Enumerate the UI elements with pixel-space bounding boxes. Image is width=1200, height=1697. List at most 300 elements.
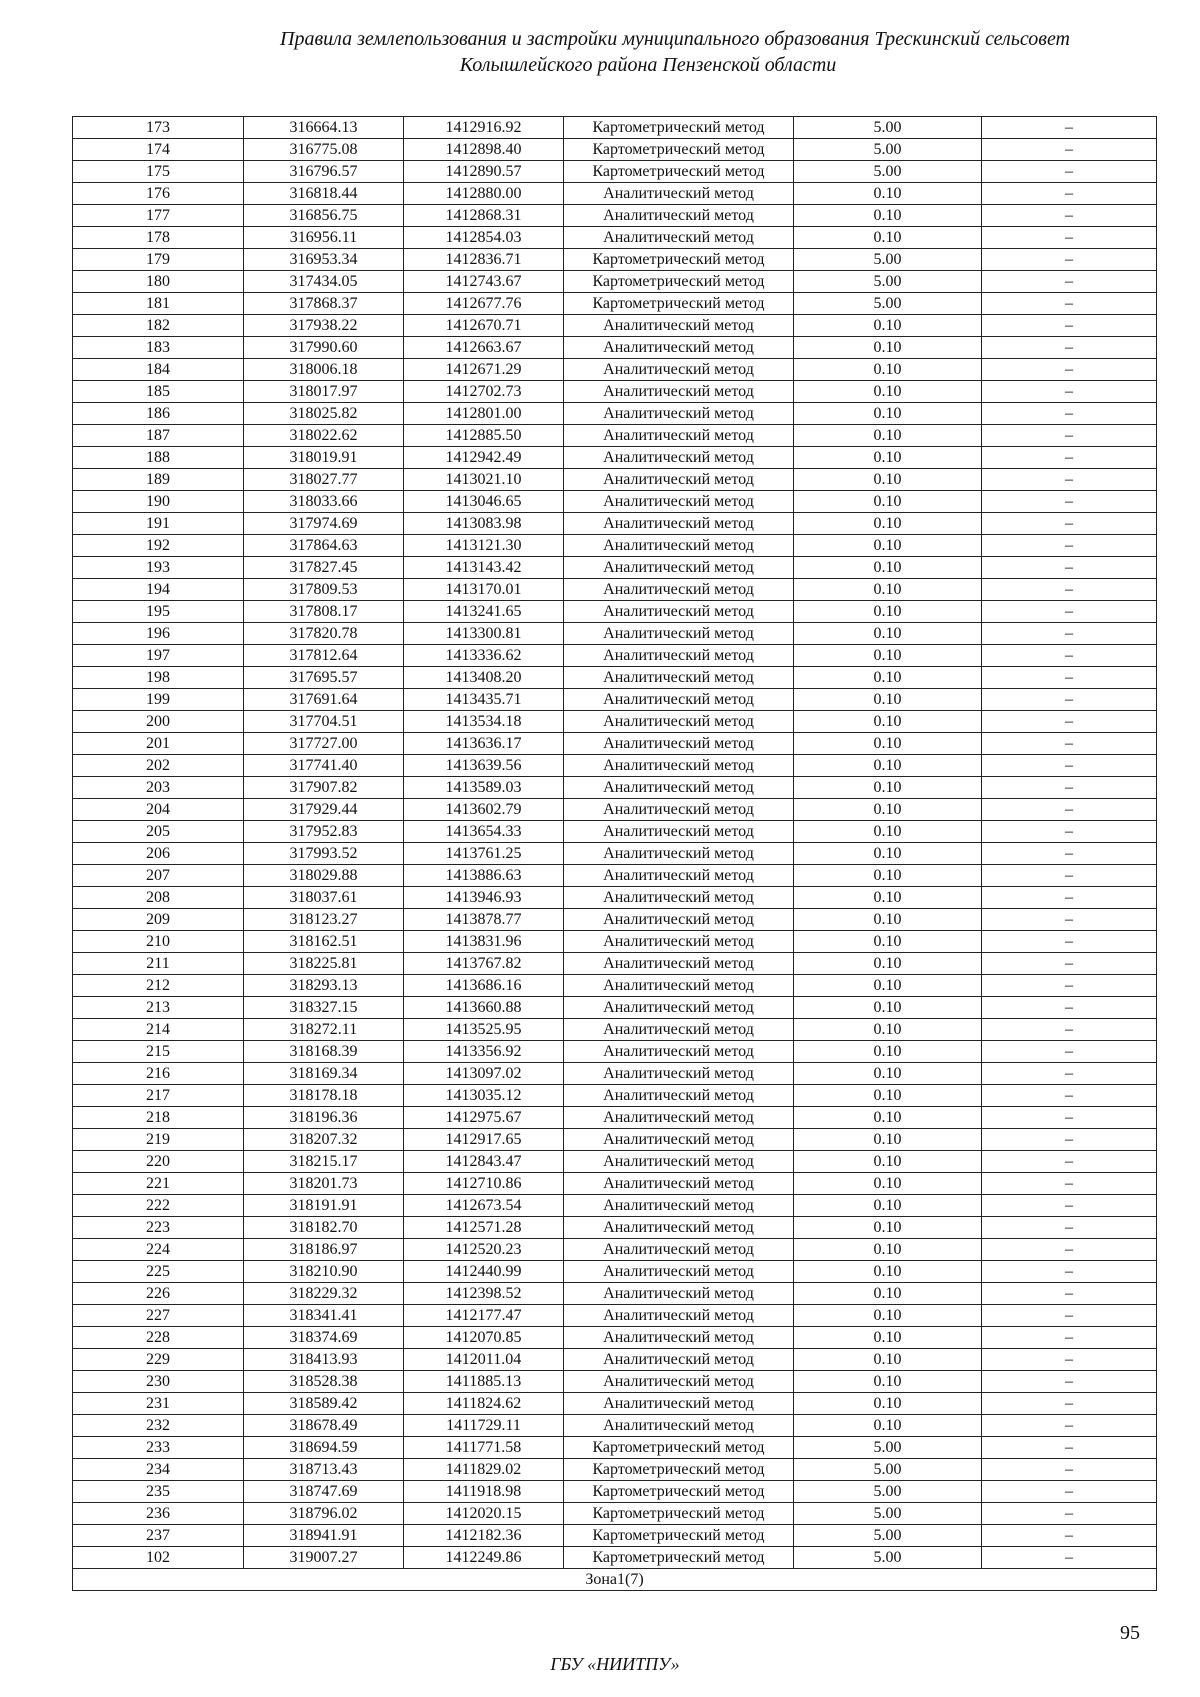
- precision-cell: 0.10: [794, 909, 982, 931]
- precision-cell: 0.10: [794, 975, 982, 997]
- y-coordinate-cell: 1412702.73: [404, 381, 564, 403]
- description-cell: –: [982, 161, 1157, 183]
- method-cell: Аналитический метод: [564, 469, 794, 491]
- method-cell: Картометрический метод: [564, 1437, 794, 1459]
- y-coordinate-cell: 1413660.88: [404, 997, 564, 1019]
- method-cell: Картометрический метод: [564, 249, 794, 271]
- table-row: [73, 227, 1157, 249]
- point-number-cell: 231: [73, 1393, 244, 1415]
- table-row: [73, 359, 1157, 381]
- description-cell: –: [982, 843, 1157, 865]
- point-number-cell: 218: [73, 1107, 244, 1129]
- point-number-cell: 226: [73, 1283, 244, 1305]
- x-coordinate-cell: 317907.82: [244, 777, 404, 799]
- precision-cell: 0.10: [794, 1195, 982, 1217]
- x-coordinate-cell: 316953.34: [244, 249, 404, 271]
- point-number-cell: 185: [73, 381, 244, 403]
- x-coordinate-cell: 317868.37: [244, 293, 404, 315]
- point-number-cell: 209: [73, 909, 244, 931]
- y-coordinate-cell: 1412898.40: [404, 139, 564, 161]
- method-cell: Аналитический метод: [564, 689, 794, 711]
- precision-cell: 0.10: [794, 1393, 982, 1415]
- description-cell: –: [982, 1481, 1157, 1503]
- method-cell: Аналитический метод: [564, 777, 794, 799]
- x-coordinate-cell: 318528.38: [244, 1371, 404, 1393]
- point-number-cell: 184: [73, 359, 244, 381]
- method-cell: Аналитический метод: [564, 1415, 794, 1437]
- method-cell: Аналитический метод: [564, 711, 794, 733]
- point-number-cell: 236: [73, 1503, 244, 1525]
- y-coordinate-cell: 1412249.86: [404, 1547, 564, 1569]
- method-cell: Аналитический метод: [564, 491, 794, 513]
- method-cell: Аналитический метод: [564, 1239, 794, 1261]
- table-row: [73, 249, 1157, 271]
- description-cell: –: [982, 1525, 1157, 1547]
- y-coordinate-cell: 1412916.92: [404, 117, 564, 139]
- method-cell: Аналитический метод: [564, 1327, 794, 1349]
- description-cell: –: [982, 601, 1157, 623]
- table-row: [73, 1525, 1157, 1547]
- precision-cell: 5.00: [794, 1459, 982, 1481]
- precision-cell: 0.10: [794, 777, 982, 799]
- x-coordinate-cell: 318178.18: [244, 1085, 404, 1107]
- y-coordinate-cell: 1413143.42: [404, 557, 564, 579]
- description-cell: –: [982, 381, 1157, 403]
- table-row: [73, 557, 1157, 579]
- x-coordinate-cell: 318019.91: [244, 447, 404, 469]
- precision-cell: 5.00: [794, 1547, 982, 1569]
- description-cell: –: [982, 1349, 1157, 1371]
- description-cell: –: [982, 1085, 1157, 1107]
- point-number-cell: 190: [73, 491, 244, 513]
- table-row: [73, 315, 1157, 337]
- point-number-cell: 215: [73, 1041, 244, 1063]
- y-coordinate-cell: 1413534.18: [404, 711, 564, 733]
- point-number-cell: 181: [73, 293, 244, 315]
- method-cell: Аналитический метод: [564, 931, 794, 953]
- method-cell: Картометрический метод: [564, 161, 794, 183]
- table-row: [73, 183, 1157, 205]
- description-cell: –: [982, 1107, 1157, 1129]
- precision-cell: 0.10: [794, 447, 982, 469]
- point-number-cell: 225: [73, 1261, 244, 1283]
- precision-cell: 0.10: [794, 227, 982, 249]
- description-cell: –: [982, 139, 1157, 161]
- y-coordinate-cell: 1413686.16: [404, 975, 564, 997]
- point-number-cell: 203: [73, 777, 244, 799]
- precision-cell: 0.10: [794, 1217, 982, 1239]
- precision-cell: 0.10: [794, 953, 982, 975]
- y-coordinate-cell: 1412673.54: [404, 1195, 564, 1217]
- table-row: [73, 535, 1157, 557]
- point-number-cell: 219: [73, 1129, 244, 1151]
- method-cell: Аналитический метод: [564, 183, 794, 205]
- y-coordinate-cell: 1412571.28: [404, 1217, 564, 1239]
- description-cell: –: [982, 205, 1157, 227]
- y-coordinate-cell: 1413121.30: [404, 535, 564, 557]
- table-row: [73, 953, 1157, 975]
- precision-cell: 0.10: [794, 425, 982, 447]
- table-row: [73, 909, 1157, 931]
- precision-cell: 0.10: [794, 1371, 982, 1393]
- table-row: [73, 469, 1157, 491]
- table-row: [73, 931, 1157, 953]
- point-number-cell: 207: [73, 865, 244, 887]
- table-row: [73, 1261, 1157, 1283]
- table-row: [73, 161, 1157, 183]
- table-row: [73, 491, 1157, 513]
- table-row: [73, 579, 1157, 601]
- method-cell: Аналитический метод: [564, 535, 794, 557]
- point-number-cell: 204: [73, 799, 244, 821]
- point-number-cell: 186: [73, 403, 244, 425]
- y-coordinate-cell: 1412854.03: [404, 227, 564, 249]
- point-number-cell: 201: [73, 733, 244, 755]
- description-cell: –: [982, 469, 1157, 491]
- method-cell: Аналитический метод: [564, 381, 794, 403]
- description-cell: –: [982, 227, 1157, 249]
- description-cell: –: [982, 909, 1157, 931]
- x-coordinate-cell: 318123.27: [244, 909, 404, 931]
- x-coordinate-cell: 318713.43: [244, 1459, 404, 1481]
- x-coordinate-cell: 318694.59: [244, 1437, 404, 1459]
- method-cell: Аналитический метод: [564, 1371, 794, 1393]
- description-cell: –: [982, 513, 1157, 535]
- description-cell: –: [982, 183, 1157, 205]
- precision-cell: 0.10: [794, 1415, 982, 1437]
- x-coordinate-cell: 318162.51: [244, 931, 404, 953]
- x-coordinate-cell: 318191.91: [244, 1195, 404, 1217]
- method-cell: Аналитический метод: [564, 1349, 794, 1371]
- table-row: [73, 975, 1157, 997]
- table-row: [73, 1349, 1157, 1371]
- description-cell: –: [982, 1437, 1157, 1459]
- y-coordinate-cell: 1413946.93: [404, 887, 564, 909]
- point-number-cell: 188: [73, 447, 244, 469]
- y-coordinate-cell: 1413435.71: [404, 689, 564, 711]
- point-number-cell: 212: [73, 975, 244, 997]
- precision-cell: 0.10: [794, 931, 982, 953]
- x-coordinate-cell: 318796.02: [244, 1503, 404, 1525]
- table-row: [73, 777, 1157, 799]
- y-coordinate-cell: 1413241.65: [404, 601, 564, 623]
- y-coordinate-cell: 1412182.36: [404, 1525, 564, 1547]
- x-coordinate-cell: 317808.17: [244, 601, 404, 623]
- description-cell: –: [982, 491, 1157, 513]
- point-number-cell: 228: [73, 1327, 244, 1349]
- y-coordinate-cell: 1412020.15: [404, 1503, 564, 1525]
- table-row: [73, 733, 1157, 755]
- point-number-cell: 214: [73, 1019, 244, 1041]
- method-cell: Аналитический метод: [564, 1195, 794, 1217]
- table-row: [73, 1481, 1157, 1503]
- x-coordinate-cell: 318210.90: [244, 1261, 404, 1283]
- table-row: [73, 997, 1157, 1019]
- method-cell: Картометрический метод: [564, 117, 794, 139]
- header-title-line1: Правила землепользования и застройки муниципального образования Трескинский сельсовет: [280, 28, 1070, 50]
- y-coordinate-cell: 1412520.23: [404, 1239, 564, 1261]
- table-row: [73, 1239, 1157, 1261]
- y-coordinate-cell: 1413761.25: [404, 843, 564, 865]
- description-cell: –: [982, 733, 1157, 755]
- y-coordinate-cell: 1412398.52: [404, 1283, 564, 1305]
- table-row: [73, 381, 1157, 403]
- description-cell: –: [982, 645, 1157, 667]
- method-cell: Аналитический метод: [564, 1041, 794, 1063]
- method-cell: Аналитический метод: [564, 1085, 794, 1107]
- precision-cell: 0.10: [794, 733, 982, 755]
- x-coordinate-cell: 318413.93: [244, 1349, 404, 1371]
- description-cell: –: [982, 1129, 1157, 1151]
- y-coordinate-cell: 1411885.13: [404, 1371, 564, 1393]
- method-cell: Аналитический метод: [564, 337, 794, 359]
- point-number-cell: 199: [73, 689, 244, 711]
- x-coordinate-cell: 317827.45: [244, 557, 404, 579]
- y-coordinate-cell: 1413654.33: [404, 821, 564, 843]
- x-coordinate-cell: 318225.81: [244, 953, 404, 975]
- precision-cell: 0.10: [794, 887, 982, 909]
- method-cell: Аналитический метод: [564, 843, 794, 865]
- x-coordinate-cell: 318025.82: [244, 403, 404, 425]
- description-cell: –: [982, 557, 1157, 579]
- precision-cell: 0.10: [794, 491, 982, 513]
- table-row: [73, 271, 1157, 293]
- coordinates-table: [72, 116, 1157, 1591]
- description-cell: –: [982, 711, 1157, 733]
- table-row: [73, 425, 1157, 447]
- y-coordinate-cell: 1412890.57: [404, 161, 564, 183]
- table-row: [73, 623, 1157, 645]
- y-coordinate-cell: 1413602.79: [404, 799, 564, 821]
- precision-cell: 0.10: [794, 1239, 982, 1261]
- x-coordinate-cell: 318293.13: [244, 975, 404, 997]
- table-row: [73, 1437, 1157, 1459]
- description-cell: –: [982, 623, 1157, 645]
- y-coordinate-cell: 1413878.77: [404, 909, 564, 931]
- point-number-cell: 193: [73, 557, 244, 579]
- precision-cell: 0.10: [794, 403, 982, 425]
- y-coordinate-cell: 1413021.10: [404, 469, 564, 491]
- point-number-cell: 237: [73, 1525, 244, 1547]
- method-cell: Аналитический метод: [564, 953, 794, 975]
- y-coordinate-cell: 1412070.85: [404, 1327, 564, 1349]
- y-coordinate-cell: 1413525.95: [404, 1019, 564, 1041]
- description-cell: –: [982, 865, 1157, 887]
- x-coordinate-cell: 317993.52: [244, 843, 404, 865]
- x-coordinate-cell: 317820.78: [244, 623, 404, 645]
- precision-cell: 0.10: [794, 843, 982, 865]
- x-coordinate-cell: 318017.97: [244, 381, 404, 403]
- precision-cell: 0.10: [794, 535, 982, 557]
- x-coordinate-cell: 318272.11: [244, 1019, 404, 1041]
- y-coordinate-cell: 1412670.71: [404, 315, 564, 337]
- precision-cell: 0.10: [794, 1107, 982, 1129]
- description-cell: –: [982, 799, 1157, 821]
- table-row: [73, 645, 1157, 667]
- precision-cell: 0.10: [794, 1129, 982, 1151]
- point-number-cell: 194: [73, 579, 244, 601]
- description-cell: –: [982, 667, 1157, 689]
- point-number-cell: 180: [73, 271, 244, 293]
- description-cell: –: [982, 1393, 1157, 1415]
- point-number-cell: 211: [73, 953, 244, 975]
- method-cell: Аналитический метод: [564, 579, 794, 601]
- x-coordinate-cell: 318022.62: [244, 425, 404, 447]
- method-cell: Аналитический метод: [564, 447, 794, 469]
- y-coordinate-cell: 1412843.47: [404, 1151, 564, 1173]
- precision-cell: 0.10: [794, 667, 982, 689]
- point-number-cell: 222: [73, 1195, 244, 1217]
- description-cell: –: [982, 689, 1157, 711]
- description-cell: –: [982, 1063, 1157, 1085]
- description-cell: –: [982, 1327, 1157, 1349]
- description-cell: –: [982, 1217, 1157, 1239]
- description-cell: –: [982, 821, 1157, 843]
- description-cell: –: [982, 1415, 1157, 1437]
- point-number-cell: 179: [73, 249, 244, 271]
- y-coordinate-cell: 1412663.67: [404, 337, 564, 359]
- point-number-cell: 234: [73, 1459, 244, 1481]
- point-number-cell: 176: [73, 183, 244, 205]
- point-number-cell: 216: [73, 1063, 244, 1085]
- y-coordinate-cell: 1412440.99: [404, 1261, 564, 1283]
- table-row: [73, 1393, 1157, 1415]
- description-cell: –: [982, 777, 1157, 799]
- point-number-cell: 206: [73, 843, 244, 865]
- description-cell: –: [982, 975, 1157, 997]
- y-coordinate-cell: 1413639.56: [404, 755, 564, 777]
- method-cell: Аналитический метод: [564, 601, 794, 623]
- table-row: [73, 689, 1157, 711]
- table-row: [73, 1283, 1157, 1305]
- description-cell: –: [982, 1503, 1157, 1525]
- x-coordinate-cell: 319007.27: [244, 1547, 404, 1569]
- x-coordinate-cell: 317938.22: [244, 315, 404, 337]
- table-row: [73, 843, 1157, 865]
- method-cell: Аналитический метод: [564, 1283, 794, 1305]
- description-cell: –: [982, 425, 1157, 447]
- precision-cell: 5.00: [794, 249, 982, 271]
- x-coordinate-cell: 318327.15: [244, 997, 404, 1019]
- y-coordinate-cell: 1413356.92: [404, 1041, 564, 1063]
- y-coordinate-cell: 1412836.71: [404, 249, 564, 271]
- y-coordinate-cell: 1413035.12: [404, 1085, 564, 1107]
- point-number-cell: 177: [73, 205, 244, 227]
- description-cell: –: [982, 1283, 1157, 1305]
- precision-cell: 0.10: [794, 1305, 982, 1327]
- point-number-cell: 182: [73, 315, 244, 337]
- method-cell: Картометрический метод: [564, 271, 794, 293]
- description-cell: –: [982, 337, 1157, 359]
- x-coordinate-cell: 318215.17: [244, 1151, 404, 1173]
- y-coordinate-cell: 1413886.63: [404, 865, 564, 887]
- point-number-cell: 187: [73, 425, 244, 447]
- x-coordinate-cell: 317434.05: [244, 271, 404, 293]
- y-coordinate-cell: 1412880.00: [404, 183, 564, 205]
- point-number-cell: 205: [73, 821, 244, 843]
- precision-cell: 0.10: [794, 601, 982, 623]
- point-number-cell: 200: [73, 711, 244, 733]
- point-number-cell: 202: [73, 755, 244, 777]
- y-coordinate-cell: 1413589.03: [404, 777, 564, 799]
- y-coordinate-cell: 1411918.98: [404, 1481, 564, 1503]
- point-number-cell: 175: [73, 161, 244, 183]
- description-cell: –: [982, 403, 1157, 425]
- precision-cell: 5.00: [794, 139, 982, 161]
- x-coordinate-cell: 318201.73: [244, 1173, 404, 1195]
- method-cell: Аналитический метод: [564, 315, 794, 337]
- table-row: [73, 1063, 1157, 1085]
- y-coordinate-cell: 1412975.67: [404, 1107, 564, 1129]
- table-row: [73, 1459, 1157, 1481]
- precision-cell: 5.00: [794, 1503, 982, 1525]
- point-number-cell: 208: [73, 887, 244, 909]
- x-coordinate-cell: 317695.57: [244, 667, 404, 689]
- description-cell: –: [982, 1459, 1157, 1481]
- method-cell: Аналитический метод: [564, 1151, 794, 1173]
- table-row: [73, 139, 1157, 161]
- x-coordinate-cell: 318207.32: [244, 1129, 404, 1151]
- table-row: [73, 1151, 1157, 1173]
- table-row: [73, 1217, 1157, 1239]
- point-number-cell: 224: [73, 1239, 244, 1261]
- method-cell: Аналитический метод: [564, 403, 794, 425]
- table-row: [73, 601, 1157, 623]
- x-coordinate-cell: 318168.39: [244, 1041, 404, 1063]
- point-number-cell: 178: [73, 227, 244, 249]
- y-coordinate-cell: 1413636.17: [404, 733, 564, 755]
- precision-cell: 0.10: [794, 865, 982, 887]
- description-cell: –: [982, 1371, 1157, 1393]
- y-coordinate-cell: 1413408.20: [404, 667, 564, 689]
- precision-cell: 5.00: [794, 161, 982, 183]
- precision-cell: 0.10: [794, 469, 982, 491]
- table-row: [73, 337, 1157, 359]
- table-row: [73, 1173, 1157, 1195]
- y-coordinate-cell: 1411829.02: [404, 1459, 564, 1481]
- x-coordinate-cell: 317990.60: [244, 337, 404, 359]
- description-cell: –: [982, 1195, 1157, 1217]
- method-cell: Картометрический метод: [564, 1459, 794, 1481]
- method-cell: Аналитический метод: [564, 623, 794, 645]
- y-coordinate-cell: 1413097.02: [404, 1063, 564, 1085]
- method-cell: Картометрический метод: [564, 1525, 794, 1547]
- table-row: [73, 821, 1157, 843]
- method-cell: Аналитический метод: [564, 1019, 794, 1041]
- precision-cell: 0.10: [794, 1327, 982, 1349]
- page-number: 95: [1120, 1622, 1140, 1644]
- precision-cell: 0.10: [794, 997, 982, 1019]
- x-coordinate-cell: 318027.77: [244, 469, 404, 491]
- y-coordinate-cell: 1412177.47: [404, 1305, 564, 1327]
- point-number-cell: 233: [73, 1437, 244, 1459]
- description-cell: –: [982, 1019, 1157, 1041]
- table-row: [73, 799, 1157, 821]
- point-number-cell: 220: [73, 1151, 244, 1173]
- table-row: [73, 667, 1157, 689]
- x-coordinate-cell: 318589.42: [244, 1393, 404, 1415]
- method-cell: Аналитический метод: [564, 205, 794, 227]
- table-row: [73, 1107, 1157, 1129]
- x-coordinate-cell: 317741.40: [244, 755, 404, 777]
- table-row: [73, 117, 1157, 139]
- y-coordinate-cell: 1412801.00: [404, 403, 564, 425]
- description-cell: –: [982, 1305, 1157, 1327]
- precision-cell: 0.10: [794, 579, 982, 601]
- method-cell: Аналитический метод: [564, 1393, 794, 1415]
- description-cell: –: [982, 271, 1157, 293]
- y-coordinate-cell: 1412885.50: [404, 425, 564, 447]
